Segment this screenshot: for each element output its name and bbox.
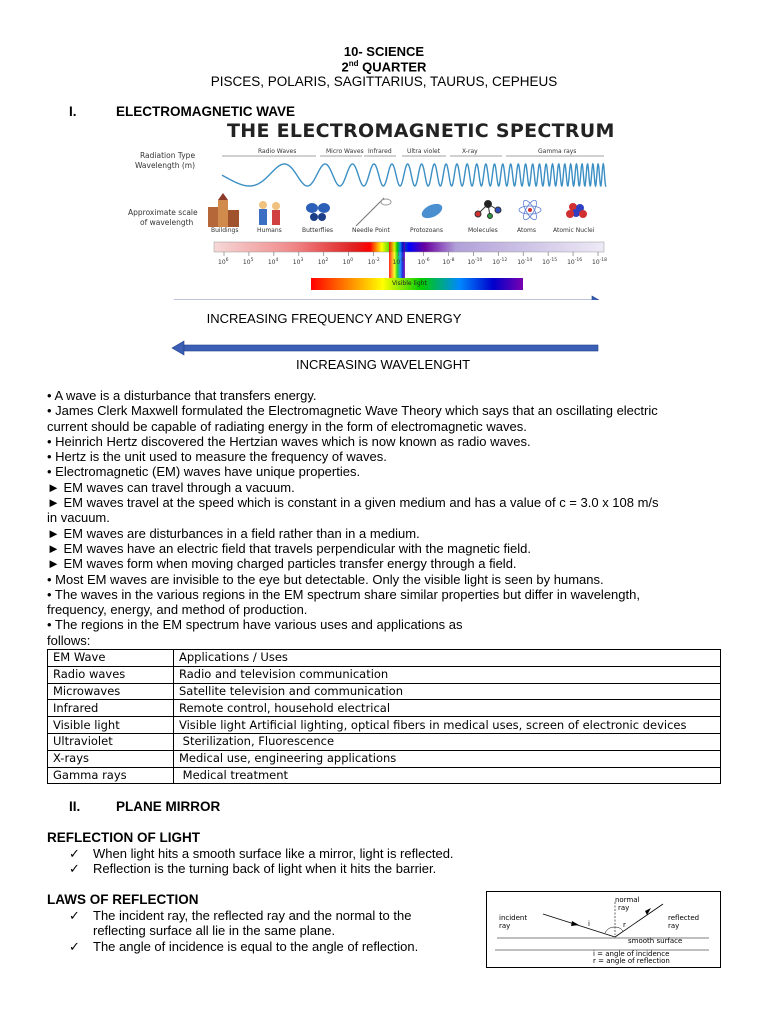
bullet-line: • A wave is a disturbance that transfers energy. bbox=[47, 388, 317, 403]
wavelength-arrow bbox=[160, 338, 610, 358]
table-row bbox=[48, 700, 721, 717]
check-item-text: Reflection is the turning back of light when it hits the barrier. bbox=[93, 861, 437, 876]
tick-label bbox=[393, 258, 405, 266]
tick-label bbox=[318, 258, 329, 266]
table-cell: Ultraviolet bbox=[48, 733, 174, 750]
bullet-line: ► EM waves are disturbances in a field rather than in a medium. bbox=[47, 525, 420, 541]
object-label: Butterflies bbox=[302, 227, 334, 234]
tick-base: 10 bbox=[242, 259, 251, 266]
table-cell: Radio waves bbox=[48, 666, 174, 683]
check-item-text: The incident ray, the reflected ray and the normal to the bbox=[93, 908, 412, 923]
tick-label bbox=[368, 258, 380, 266]
section-number: II. bbox=[69, 799, 81, 814]
checkmark-icon: ✓ bbox=[69, 846, 80, 861]
tick-base: 10 bbox=[592, 259, 600, 266]
incident-label: incident bbox=[499, 914, 528, 922]
butterflies-icon bbox=[306, 203, 330, 221]
tick-base: 10 bbox=[367, 259, 376, 266]
reflected-label: reflected bbox=[668, 914, 700, 922]
bullet-line: current should be capable of radiating energy in the form of electromagnetic waves. bbox=[47, 418, 527, 434]
band-label: Infrared bbox=[368, 148, 392, 155]
angle-i-label: i bbox=[588, 920, 590, 928]
section-heading-2 bbox=[69, 799, 220, 814]
spectrum-graphic bbox=[0, 0, 768, 300]
tick-exponent: 3 bbox=[300, 258, 304, 263]
tick-base: 10 bbox=[417, 259, 426, 266]
bullet-line: ► EM waves can travel through a vacuum. bbox=[47, 479, 295, 495]
check-item bbox=[69, 861, 436, 877]
tick-exponent: -10 bbox=[474, 258, 483, 263]
table-cell: Medical use, engineering applications bbox=[174, 750, 721, 767]
bullet-line: • The waves in the various regions in the EM spectrum share similar properties but differ in wavelength, bbox=[47, 586, 640, 602]
tick-exponent: 4 bbox=[275, 258, 279, 263]
bullet-line: ► EM waves have an electric field that travels perpendicular with the magnetic field. bbox=[47, 540, 531, 556]
incident-label-2: ray bbox=[499, 922, 511, 930]
band-label: Gamma rays bbox=[538, 148, 577, 155]
legend-r: r = angle of reflection bbox=[593, 957, 670, 965]
tick-exponent: -5 bbox=[400, 258, 405, 263]
tick-exponent: -6 bbox=[425, 258, 430, 263]
table-cell: Gamma rays bbox=[48, 767, 174, 784]
bullet-line: • The regions in the EM spectrum have various uses and applications as bbox=[47, 617, 463, 633]
table-header-row bbox=[48, 650, 721, 667]
laws-heading: LAWS OF REFLECTION bbox=[47, 892, 199, 907]
visible-light-label: Visible light bbox=[392, 280, 427, 287]
reflection-heading: REFLECTION OF LIGHT bbox=[47, 830, 200, 845]
bullet-line: ► EM waves travel at the speed which is constant in a given medium and has a value of c = 3.0 x 108 m/s bbox=[47, 495, 659, 511]
quarter-suffix: nd bbox=[348, 59, 359, 68]
tick-label bbox=[592, 258, 607, 266]
object-label: Buildings bbox=[211, 227, 239, 234]
tick-base: 10 bbox=[492, 259, 500, 266]
tick-label bbox=[293, 258, 304, 266]
table-cell: Satellite television and communication bbox=[174, 683, 721, 700]
table-cell: Medical treatment bbox=[174, 767, 721, 784]
tick-exponent: 5 bbox=[250, 258, 254, 263]
tick-base: 10 bbox=[542, 259, 550, 266]
band-label: Micro Waves bbox=[326, 148, 364, 155]
table-cell: X-rays bbox=[48, 750, 174, 767]
scale-ticks bbox=[224, 252, 598, 256]
tick-base: 10 bbox=[317, 259, 326, 266]
legend-i: i = angle of incidence bbox=[593, 950, 670, 958]
tick-exponent: -15 bbox=[549, 258, 558, 263]
tick-base: 10 bbox=[467, 259, 475, 266]
scale-label-line2: of wavelength bbox=[140, 218, 194, 227]
object-label: Molecules bbox=[468, 227, 498, 234]
object-label: Protozoans bbox=[410, 227, 443, 234]
table-header-cell: Applications / Uses bbox=[174, 650, 721, 667]
tick-exponent: -14 bbox=[524, 258, 533, 263]
tick-label bbox=[268, 258, 279, 266]
wavelength-label: Wavelength (m) bbox=[135, 161, 196, 170]
tick-exponent: -18 bbox=[599, 258, 607, 263]
object-label: Needle Point bbox=[352, 227, 390, 234]
tick-base: 10 bbox=[267, 259, 276, 266]
quarter-word: QUARTER bbox=[362, 59, 427, 75]
tick-base: 10 bbox=[567, 259, 575, 266]
tick-base: 10 bbox=[218, 259, 226, 266]
tick-exponent: -16 bbox=[574, 258, 583, 263]
normal-label-2: ray bbox=[618, 904, 630, 912]
spectrum-title: THE ELECTROMAGNETIC SPECTRUM bbox=[227, 120, 615, 142]
scale-label-line1: Approximate scale bbox=[128, 208, 198, 217]
check-item-text: When light hits a smooth surface like a mirror, light is reflected. bbox=[93, 846, 454, 861]
buildings-icon bbox=[208, 193, 239, 227]
atomic-nuclei-icon bbox=[566, 203, 587, 218]
tick-exponent: -12 bbox=[499, 258, 508, 263]
reflection-diagram bbox=[486, 891, 721, 968]
checkmark-icon: ✓ bbox=[69, 861, 80, 876]
tick-label bbox=[442, 258, 454, 266]
bullet-line: • Heinrich Hertz discovered the Hertzian waves which is now known as radio waves. bbox=[47, 433, 531, 449]
table-row bbox=[48, 733, 721, 750]
angle-r-label: r bbox=[623, 921, 626, 929]
radiation-type-label: Radiation Type bbox=[140, 151, 196, 160]
table-cell: Microwaves bbox=[48, 683, 174, 700]
check-item bbox=[69, 939, 418, 955]
bullet-line: • Most EM waves are invisible to the eye but detectable. Only the visible light is seen by humans. bbox=[47, 571, 604, 587]
check-item bbox=[69, 846, 454, 862]
object-label: Humans bbox=[257, 227, 282, 234]
bullet-line: • Electromagnetic (EM) waves have unique properties. bbox=[47, 464, 361, 480]
table-cell: Remote control, household electrical bbox=[174, 700, 721, 717]
atoms-icon bbox=[519, 198, 541, 221]
tick-label bbox=[567, 258, 582, 266]
tick-base: 10 bbox=[292, 259, 301, 266]
doc-title: 10- SCIENCE bbox=[343, 44, 425, 59]
frequency-arrow bbox=[174, 296, 604, 300]
normal-label: normal bbox=[615, 896, 640, 904]
tick-label bbox=[467, 258, 482, 266]
tick-exponent: 0 bbox=[350, 258, 354, 263]
tick-label bbox=[243, 258, 254, 266]
tick-label bbox=[492, 258, 507, 266]
tick-base: 10 bbox=[342, 259, 351, 266]
frequency-caption: INCREASING FREQUENCY AND ENERGY bbox=[206, 311, 462, 326]
em-wave-curve bbox=[222, 164, 606, 186]
section-title: ELECTROMAGNETIC WAVE bbox=[116, 104, 296, 119]
table-cell: Visible light Artificial lighting, optical fibers in medical uses, screen of electronic devices bbox=[174, 717, 721, 734]
band-label: Radio Waves bbox=[258, 148, 297, 155]
bullet-line: • James Clerk Maxwell formulated the Electromagnetic Wave Theory which says that an oscillating electric bbox=[47, 403, 658, 419]
section-title: PLANE MIRROR bbox=[116, 799, 221, 814]
check-item-continuation: reflecting surface all lie in the same plane. bbox=[93, 923, 336, 938]
tick-label bbox=[218, 258, 229, 266]
table-cell: Sterilization, Fluorescence bbox=[174, 733, 721, 750]
bullet-line: frequency, energy, and method of production. bbox=[47, 602, 308, 618]
bullet-line: in vacuum. bbox=[47, 510, 110, 526]
table-row bbox=[48, 683, 721, 700]
table-row bbox=[48, 767, 721, 784]
em-applications-table bbox=[47, 649, 721, 784]
surface-label: smooth surface bbox=[628, 937, 683, 945]
tick-exponent: 6 bbox=[225, 258, 229, 263]
object-label: Atomic Nuclei bbox=[553, 227, 595, 234]
object-label: Atoms bbox=[517, 227, 536, 234]
band-label: Ultra violet bbox=[407, 148, 441, 155]
table-cell: Radio and television communication bbox=[174, 666, 721, 683]
bullet-line: ► EM waves form when moving charged particles transfer energy through a field. bbox=[47, 556, 517, 572]
protozoans-icon bbox=[419, 201, 444, 221]
table-cell: Infrared bbox=[48, 700, 174, 717]
tick-label bbox=[417, 258, 429, 266]
sections-line: PISCES, POLARIS, SAGITTARIUS, TAURUS, CEPHEUS bbox=[210, 74, 558, 89]
bullet-line: follows: bbox=[47, 632, 91, 648]
table-row bbox=[48, 666, 721, 683]
molecules-icon bbox=[475, 201, 501, 219]
tick-base: 10 bbox=[517, 259, 525, 266]
tick-label bbox=[343, 258, 354, 266]
table-row bbox=[48, 717, 721, 734]
wavelength-caption: INCREASING WAVELENGHT bbox=[295, 357, 471, 372]
tick-label bbox=[517, 258, 532, 266]
table-row bbox=[48, 750, 721, 767]
table-header-cell: EM Wave bbox=[48, 650, 174, 667]
tick-exponent: -8 bbox=[450, 258, 455, 263]
bullet-list bbox=[47, 388, 659, 648]
humans-icon bbox=[259, 201, 280, 225]
check-item bbox=[69, 908, 411, 924]
reflected-label-2: ray bbox=[668, 922, 680, 930]
tick-base: 10 bbox=[392, 259, 401, 266]
section-number: I. bbox=[69, 104, 77, 119]
needle-point-icon bbox=[356, 198, 391, 226]
tick-base: 10 bbox=[442, 259, 451, 266]
quarter-number: 2 bbox=[341, 59, 349, 75]
checkmark-icon: ✓ bbox=[69, 939, 80, 954]
checkmark-icon: ✓ bbox=[69, 908, 80, 923]
bullet-line: • Hertz is the unit used to measure the frequency of waves. bbox=[47, 449, 387, 465]
tick-exponent: 2 bbox=[325, 258, 329, 263]
check-item-text: The angle of incidence is equal to the angle of reflection. bbox=[93, 939, 419, 954]
band-label: X-ray bbox=[462, 148, 478, 155]
table-cell: Visible light bbox=[48, 717, 174, 734]
tick-label bbox=[542, 258, 557, 266]
wavelength-scale-bar bbox=[214, 242, 604, 252]
tick-exponent: -2 bbox=[375, 258, 380, 263]
